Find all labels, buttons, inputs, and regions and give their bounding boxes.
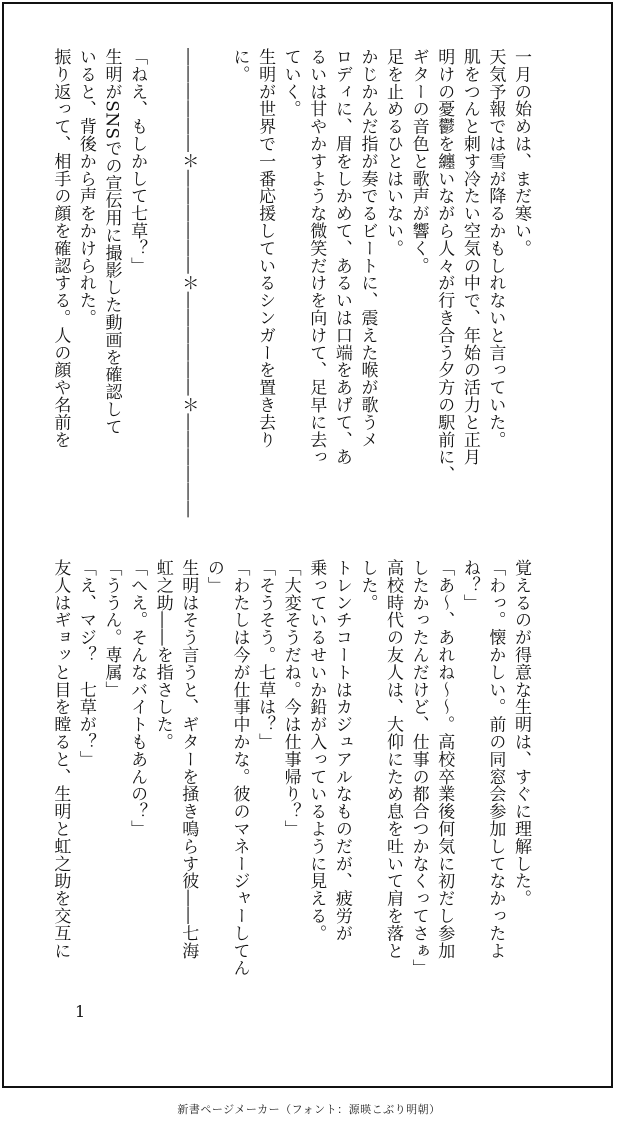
text-block-bottom [50,559,533,999]
bottom-text-line: 生明はそう言うと、ギターを掻き鳴らす彼――七海 [178,559,199,960]
top-text-line: いると、背後から声をかけられた。 [75,48,96,327]
top-text-line: ギターの音色と歌声が響く。 [408,48,429,275]
page-frame [2,2,613,1088]
bottom-text-line: したかったんだけど、仕事の都合つかなくってさぁ」 [408,559,429,977]
top-text-line: 足を止めるひとはいない。 [383,48,404,257]
top-text-line: ていく。 [280,48,301,118]
bottom-text-line: 「へえ。そんなバイトもあんの？」 [127,559,148,838]
bottom-text-line: の」 [203,559,224,594]
top-text-line: 肌をつんと刺す冷たい空気の中で、年始の活力と正月 [459,48,480,466]
top-text-line: 天気予報では雪が降るかもしれないと言っていた。 [485,48,506,449]
bottom-text-line: 「大変そうだね。今は仕事帰り？」 [280,559,301,838]
bottom-text-line: ね？」 [459,559,480,612]
bottom-text-line: 「わっ。懐かしい。前の同窓会参加してなかったよ [485,559,506,960]
bottom-text-line: 「そうそう。七草は？」 [255,559,276,751]
top-text-line: 一月の始めは、まだ寒い。 [511,48,531,257]
bottom-text-line: した。 [357,559,378,612]
top-text-line: ロディに、眉をしかめて、あるいは口端をあげて、あ [331,48,352,466]
page-number: 1 [75,1002,86,1021]
top-text-line [200,48,226,548]
top-text-line: 生明がSNSでの宣伝用に撮影した動画を確認して [101,48,122,436]
footer-caption: 新書ページメーカー（フォント：源暎こぶり明朝） [177,1103,441,1116]
bottom-text-line: 虹之助――を指さした。 [152,559,173,751]
bottom-text-line: 高校時代の友人は、大仰にため息を吐いて肩を落と [383,559,404,960]
bottom-text-line: トレンチコートはカジュアルなものだが、疲労が [331,559,352,942]
top-text-line: 「ねえ、もしかして七草？」 [127,48,148,275]
bottom-text-line: 乗っているせいか鉛が入っているように見える。 [306,559,327,942]
bottom-text-line: 「え、マジ？ 七草が？」 [75,559,96,768]
bottom-text-line: 友人はギョッと目を瞠ると、生明と虹之助を交互に [50,559,71,960]
bottom-text-line: 覚えるのが得意な生明は、すぐに理解した。 [511,559,531,907]
top-text-line: 生明が世界で一番応援しているシンガーを置き去り [255,48,276,449]
top-text-line: 明けの憂鬱を纏いながら人々が行き合う夕方の駅前に、 [434,48,455,483]
top-text-line: 振り返って、相手の顔を確認する。人の顔や名前を [50,48,71,449]
top-text-line [149,48,175,548]
bottom-text-line: 「わたしは今が仕事中かな。彼のマネージャーしてん [229,559,250,977]
top-text-line: に。 [229,48,250,83]
top-text-line: ――――――＊――――――＊――――――＊―――――― [178,48,199,518]
text-block-top [50,48,533,548]
top-text-line: かじかんだ指が奏でるビートに、震えた喉が歌うメ [357,48,378,449]
bottom-text-line: 「ううん。専属」 [101,559,122,699]
top-text-line: るいは甘やかすような微笑だけを向けて、足早に去っ [306,48,327,466]
bottom-text-line: 「あ～、あれね～～。高校卒業後何気に初だし参加 [434,559,455,960]
